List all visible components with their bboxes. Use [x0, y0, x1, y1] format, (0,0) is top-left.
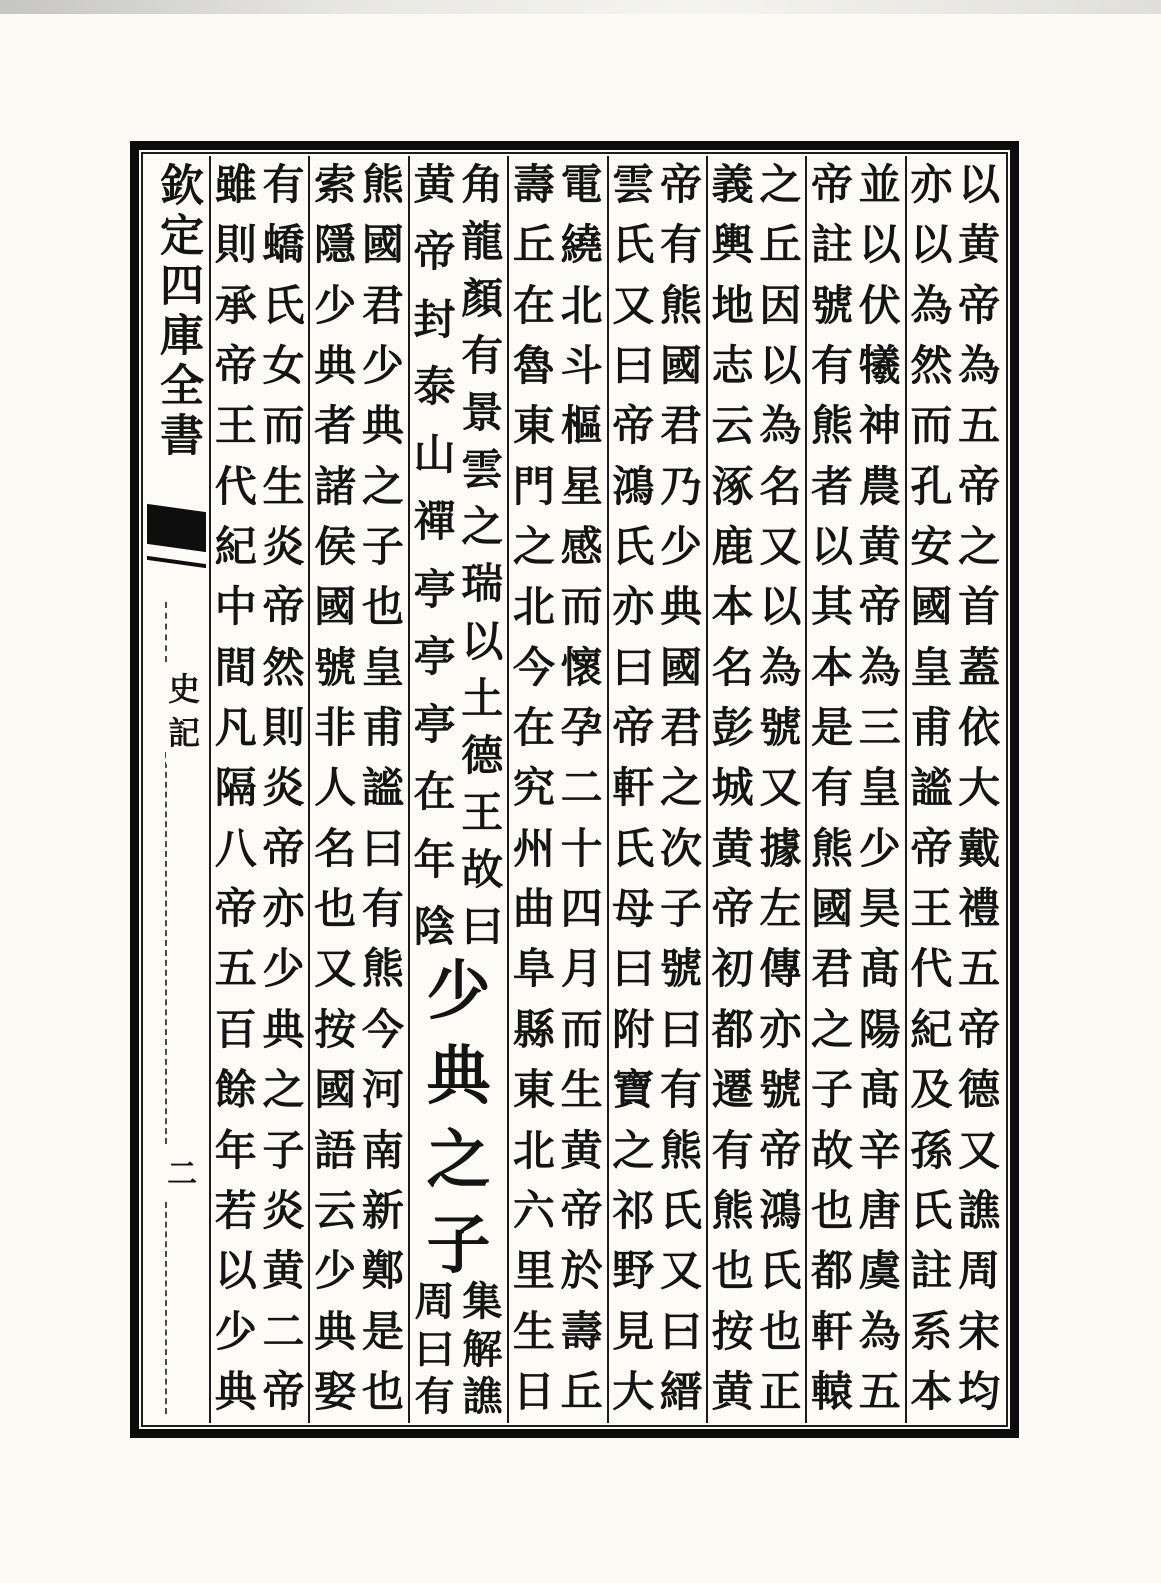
commentary-line-left: 索 隱 少 典 者 諸 侯 國 號 非 人 名 也 又 按 國 語 云 少 典 娶 [314, 160, 357, 1416]
scan-artifact [0, 0, 1161, 14]
fishtail-mark [147, 504, 206, 552]
commentary-line-right: 角 龍 顏 有 景 雲 之 瑞 以 土 德 王 故 曰 [461, 160, 504, 951]
commentary-column [805, 156, 904, 1423]
commentary-pair [807, 156, 904, 1423]
commentary-column [209, 156, 308, 1423]
commentary-line-left: 帝 註 號 有 熊 者 以 其 本 是 有 熊 國 君 之 子 故 也 都 軒 轅 [811, 160, 854, 1416]
commentary-line-left: 亦 以 為 然 而 孔 安 國 皇 甫 謐 帝 王 代 紀 及 孫 氏 註 系 本 [910, 160, 953, 1416]
fold-line [165, 1202, 167, 1414]
main-text: 少 典 之 子 [426, 954, 491, 1283]
commentary-line-right: 有 蟜 氏 女 而 生 炎 帝 然 則 炎 帝 亦 少 典 之 子 炎 黄 二 帝 [262, 160, 305, 1416]
commentary-pair [708, 156, 805, 1423]
commentary-pair [410, 1280, 507, 1423]
fold-line [165, 602, 167, 662]
fishtail-mark-line [147, 556, 206, 568]
center-fold-column [145, 156, 209, 1423]
commentary-pair [410, 156, 507, 958]
commentary-line-right: 集 解 譙 [462, 1278, 503, 1420]
page-number: 二 [167, 1157, 198, 1192]
commentary-line-right: 電 繞 北 斗 樞 星 感 而 懷 孕 二 十 四 月 而 生 黄 帝 於 壽 丘 [560, 160, 603, 1416]
commentary-line-right: 以 黄 帝 為 五 帝 之 首 蓋 依 大 戴 禮 五 帝 德 又 譙 周 宋 均 [958, 160, 1001, 1416]
commentary-column [607, 156, 706, 1423]
commentary-column [905, 156, 1004, 1423]
commentary-pair [907, 156, 1004, 1423]
commentary-pair [509, 156, 606, 1423]
commentary-column [706, 156, 805, 1423]
commentary-line-right: 熊 國 君 少 典 之 子 也 皇 甫 謐 曰 有 熊 今 河 南 新 鄭 是 也 [361, 160, 404, 1416]
text-columns-area [145, 156, 1004, 1423]
commentary-line-right: 並 以 伏 犧 神 農 黄 帝 為 三 皇 少 昊 髙 陽 髙 辛 唐 虞 為 五 [858, 160, 901, 1416]
commentary-pair [609, 156, 706, 1423]
commentary-column [507, 156, 606, 1423]
commentary-line-right: 之 丘 因 以 為 名 又 以 為 號 又 據 左 傳 亦 號 帝 鴻 氏 也 正 [759, 160, 802, 1416]
commentary-line-left: 雲 氏 又 曰 帝 鴻 氏 亦 曰 帝 軒 氏 母 曰 附 寶 之 祁 野 見 大 [612, 160, 655, 1416]
commentary-line-right: 帝 有 熊 國 君 乃 少 典 國 君 之 次 子 號 曰 有 熊 氏 又 曰 縉 [660, 160, 703, 1416]
commentary-pair [211, 156, 308, 1423]
commentary-pair [310, 156, 407, 1423]
book-title: 史記 [166, 668, 198, 764]
commentary-line-left: 黄 帝 封 泰 山 禪 亭 亭 亭 在 年 陰 [413, 160, 456, 951]
commentary-line-left: 壽 丘 在 魯 東 門 之 北 今 在 究 州 曲 阜 縣 東 北 六 里 生 日 [512, 160, 555, 1416]
commentary-column [308, 156, 407, 1423]
main-text-column [408, 156, 507, 1423]
commentary-line-left: 雖 則 承 帝 王 代 紀 中 間 凡 隔 八 帝 五 百 餘 年 若 以 少 典 [214, 160, 257, 1416]
commentary-line-left: 義 輿 地 志 云 涿 鹿 本 名 彭 城 黄 帝 初 都 遷 有 熊 也 按 黄 [711, 160, 754, 1416]
page-frame [130, 141, 1019, 1438]
fold-line [165, 752, 167, 1144]
commentary-line-left: 周 曰 有 [414, 1278, 455, 1420]
series-title: 欽定四庫全書 [152, 162, 203, 462]
